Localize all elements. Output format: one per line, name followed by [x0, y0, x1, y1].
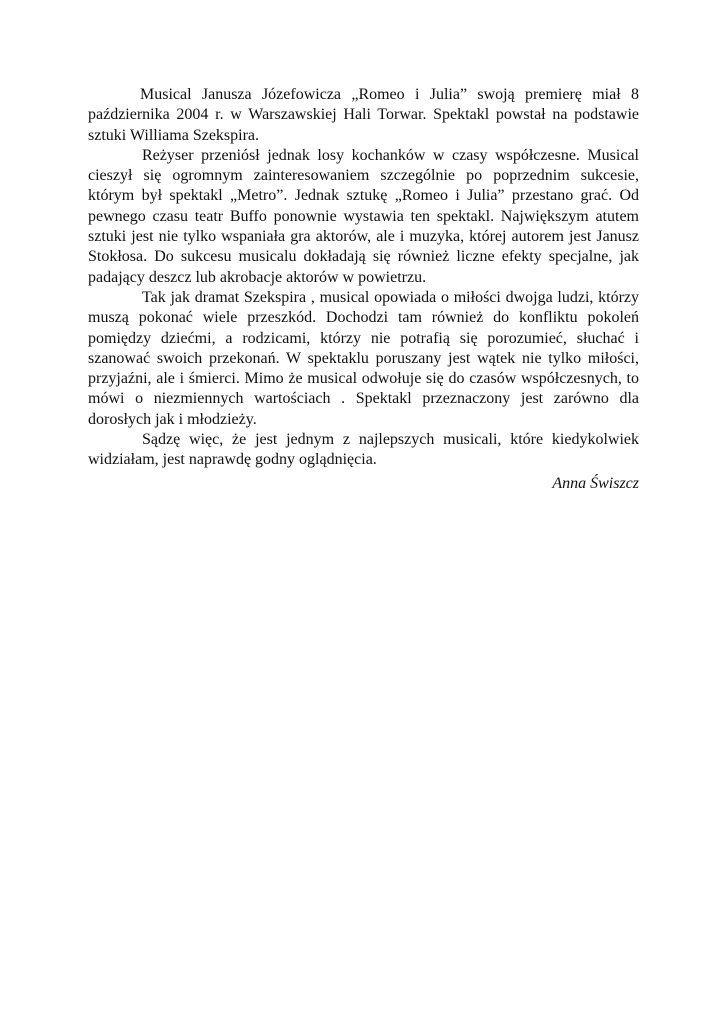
- paragraph-2: Reżyser przeniósł jednak losy kochanków w czasy współczesne. Musical cieszył się ogromnym zainteresowaniem szczególnie po poprzednim sukcesie, którym był spektakl „Metro”. Jednak sztukę „Romeo i Julia” przestano grać. Od pewnego czasu teatr Buffo ponownie wystawia ten spektakl. Największym atutem sztuki jest nie tylko wspaniała gra aktorów, ale i muzyka, której autorem jest Janusz Stokłosa. Do sukcesu musicalu dokładają się również liczne efekty specjalne, jak padający deszcz lub akrobacje aktorów w powietrzu.: [88, 146, 639, 286]
- paragraph-1: Musical Janusza Józefowicza „Romeo i Julia” swoją premierę miał 8 października 2004 r. w Warszawskiej Hali Torwar. Spektakl powstał na podstawie sztuki Williama Szekspira.: [88, 86, 639, 144]
- author-signature: Anna Świszcz: [552, 475, 639, 492]
- paragraph-4: Sądzę więc, że jest jednym z najlepszych musicali, które kiedykolwiek widziałam, jest naprawdę godny oglądnięcia.: [88, 431, 639, 469]
- document-body: [88, 85, 639, 471]
- paragraph-3: Tak jak dramat Szekspira , musical opowiada o miłości dwojga ludzi, którzy muszą pokonać wiele przeszkód. Dochodzi tam również do konfliktu pokoleń pomiędzy dziećmi, a rodzicami, którzy nie potrafią się porozumieć, słuchać i szanować swoich przekonań. W spektaklu poruszany jest wątek nie tylko miłości, przyjaźni, ale i śmierci. Mimo że musical odwołuje się do czasów współczesnych, to mówi o niezmiennych wartościach . Spektakl przeznaczony jest zarówno dla dorosłych jak i młodzieży.: [88, 288, 639, 428]
